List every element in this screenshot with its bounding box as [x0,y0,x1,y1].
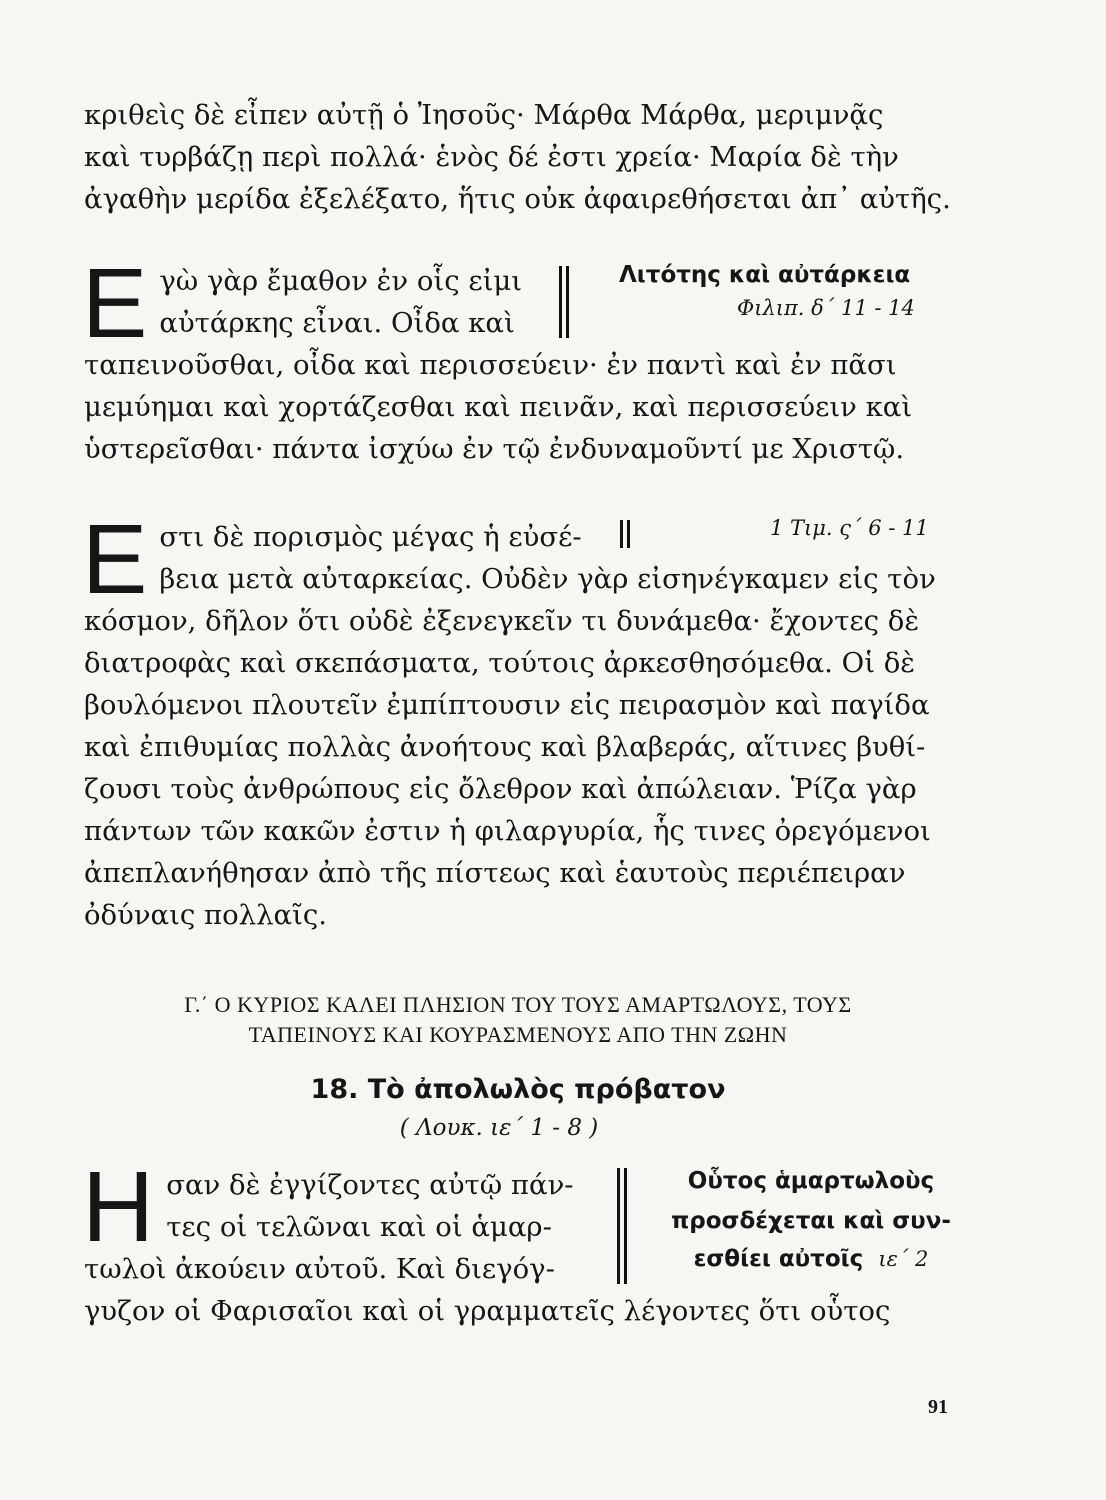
chapter-heading-line: Γ.΄ Ο ΚΥΡΙΟΣ ΚΑΛΕΙ ΠΛΗΣΙΟΝ ΤΟΥ ΤΟΥΣ ΑΜΑΡΤΩΛΟΥΣ, ΤΟΥΣ [184,992,852,1017]
text-line: ὀδύναις πολλαῖς. [84,899,328,931]
text-line: ἀγαθὴν μερίδα ἐξελέξατο, ἥτις οὐκ ἀφαιρεθήσεται ἀπ᾽ αὐτῆς. [84,183,951,215]
margin-note-reference: Φιλιπ. δ΄ 11 - 14 [737,296,915,320]
paragraph-timothy [82,504,952,936]
chapter-heading [84,990,952,1050]
paragraph-continuation [84,94,952,220]
margin-note [770,516,929,540]
margin-note-line: εσθίει αὐτοῖς [693,1246,864,1272]
drop-cap: Ε [82,248,148,358]
sidebar-rule [559,266,562,338]
margin-note-line: προσδέχεται καὶ συν- [671,1208,951,1234]
chapter-heading-line: ΤΑΠΕΙΝΟΥΣ ΚΑΙ ΚΟΥΡΑΣΜΕΝΟΥΣ ΑΠΟ ΤΗΝ ΖΩΗΝ [248,1022,788,1047]
margin-note [666,1166,956,1274]
page-number: 91 [928,1396,948,1418]
section-reference: ( Λουκ. ιε΄ 1 - 8 ) [399,1115,599,1141]
page-body [84,94,952,1332]
text-line: ζουσι τοὺς ἀνθρώπους εἰς ὄλεθρον καὶ ἀπώλειαν. Ῥίζα γὰρ [84,773,917,805]
text-line: γυζον οἱ Φαρισαῖοι καὶ οἱ γραμματεῖς λέγοντες ὅτι οὗτος [84,1295,891,1327]
text-line: ἀπεπλανήθησαν ἀπὸ τῆς πίστεως καὶ ἑαυτοὺς περιέπειραν [84,857,906,889]
text-line: ὑστερεῖσθαι· πάντα ἰσχύω ἐν τῷ ἐνδυναμοῦντί με Χριστῷ. [84,433,905,465]
margin-note-reference: ιε΄ 2 [878,1247,929,1271]
text-line: βεια μετὰ αὐταρκείας. Οὐδὲν γὰρ εἰσηνέγκαμεν εἰς τὸν [159,563,936,595]
text-line: διατροφὰς καὶ σκεπάσματα, τούτοις ἀρκεσθησόμεθα. Οἱ δὲ [84,647,916,679]
text-line: τες οἱ τελῶναι καὶ οἱ ἁμαρ- [166,1211,552,1243]
text-line: καὶ ἐπιθυμίας πολλὰς ἀνοήτους καὶ βλαβεράς, αἵτινες βυθί- [84,731,926,763]
section-title: 18. Τὸ ἀπολωλὸς πρόβατον [310,1074,726,1105]
margin-note-title: Λιτότης καὶ αὐτάρκεια [619,262,911,288]
paragraph-luke [82,1151,952,1332]
text-line: τωλοὶ ἀκούειν αὐτοῦ. Καὶ διεγόγ- [84,1253,555,1285]
text-line: μεμύημαι καὶ χορτάζεσθαι καὶ πεινᾶν, καὶ περισσεύειν καὶ [84,391,913,423]
text-line: αὐτάρκης εἶναι. Οἶδα καὶ [159,307,515,339]
sidebar-rule [617,1168,620,1284]
text-line: κριθεὶς δὲ εἶπεν αὐτῇ ὁ Ἰησοῦς· Μάρθα Μάρθα, μεριμνᾷς [84,99,884,131]
text-line: γὼ γὰρ ἔμαθον ἐν οἷς εἰμι [159,265,523,297]
text-line: ταπεινοῦσθαι, οἶδα καὶ περισσεύειν· ἐν παντὶ καὶ ἐν πᾶσι [84,349,897,381]
text-line: πάντων τῶν κακῶν ἐστιν ἡ φιλαργυρία, ἧς τινες ὀρεγόμενοι [84,815,931,847]
text-line: στι δὲ πορισμὸς μέγας ἡ εὐσέ- [159,521,582,553]
margin-note-line: Οὗτος ἁμαρτωλοὺς [687,1168,935,1194]
margin-note-reference: 1 Τιμ. ς΄ 6 - 11 [770,516,929,540]
margin-note [619,260,915,320]
text-line: καὶ τυρβάζῃ περὶ πολλά· ἑνὸς δέ ἐστι χρεία· Μαρία δὲ τὴν [84,141,899,173]
section-heading [84,1070,952,1146]
drop-cap: Η [82,1151,155,1263]
text-line: βουλόμενοι πλουτεῖν ἐμπίπτουσιν εἰς πειρασμὸν καὶ παγίδα [84,689,930,721]
drop-cap: Ε [82,504,148,614]
paragraph-philippians [82,248,952,470]
text-line: σαν δὲ ἐγγίζοντες αὐτῷ πάν- [166,1169,574,1201]
sidebar-rule [620,520,623,548]
text-line: κόσμον, δῆλον ὅτι οὐδὲ ἐξενεγκεῖν τι δυνάμεθα· ἔχοντες δὲ [84,605,920,637]
